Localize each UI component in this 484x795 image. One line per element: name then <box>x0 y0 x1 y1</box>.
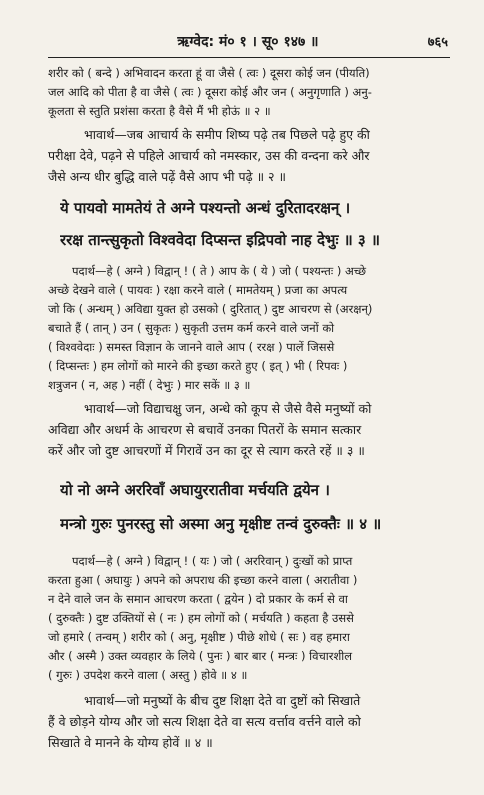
padartha-line: ( दिप्सन्तः ) हम लोगों को मारने की इच्छा करते हुए ( इत् ) भी ( रिपवः ) <box>48 359 348 373</box>
page-number: ७६५ <box>427 35 448 50</box>
bhavartha-line: हैं वे छोड़ने योग्य और जो सत्य शिक्षा देते वा सत्य वर्त्ताव वर्त्तने वाले को <box>48 714 361 729</box>
bhavartha-line: सिखाते वे मानने के योग्य होवें ॥ ४ ॥ <box>48 735 213 750</box>
padartha-line: न देने वाले जन के समान आचरण करता ( द्वयेन ) दो प्रकार के कर्म से वा <box>48 592 348 606</box>
mantra-line: ये पायवो मामतेयं ते अग्ने पश्यन्तो अन्धं दुरितादरक्षन् । <box>60 199 351 217</box>
padartha-line: ( गुरुः ) उपदेश करने वाला ( अस्तु ) होवे ॥ ४ ॥ <box>48 668 248 682</box>
mantra-line: यो नो अग्ने अररिवाँ अघायुररातीवा मर्चयति द्वयेन । <box>60 481 330 499</box>
text-line: कूलता से स्तुति प्रशंसा करता है वैसे मैं भी होऊं ॥ २ ॥ <box>48 104 271 118</box>
header-rule <box>48 57 450 58</box>
bhavartha-line: करें और जो दुष्ट आचरणों में गिरावें उन का दूर से त्याग करते रहें ॥ ३ ॥ <box>48 443 365 458</box>
mantra-line: मन्त्रो गुरुः पुनरस्तु सो अस्मा अनु मृक्षीष्ट तन्वं दुरुक्तैः ॥ ४ ॥ <box>60 515 382 533</box>
bhavartha-line: अविद्या और अधर्म के आचरण से बचावें उनका पितरों के समान सत्कार <box>48 422 362 437</box>
padartha-line: जो हमारे ( तन्वम् ) शरीर को ( अनु, मृक्षीष्ट ) पीछे शोधे ( सः ) वह हमारा <box>48 630 350 644</box>
padartha-line: पदार्थ—हे ( अग्ने ) विद्वान् ! ( ते ) आप के ( ये ) जो ( पश्यन्तः ) अच्छे <box>72 264 367 278</box>
text-line: शरीर को ( बन्दे ) अभिवादन करता हूं वा जैसे ( त्वः ) दूसरा कोई जन (पीयति) <box>48 66 370 80</box>
bhavartha-line: परीक्षा देवे, पढ़ने से पहिले आचार्य को नमस्कार, उस की वन्दना करे और <box>48 148 370 163</box>
text-line: जल आदि को पीता है वा जैसे ( त्वः ) दूसरा कोई और जन ( अनुगृणाति ) अनु- <box>48 85 372 99</box>
padartha-line: जो कि ( अन्धम् ) अविद्या युक्त हो उसको ( दुरितात् ) दुष्ट आचरण से (अरक्षन्) <box>48 302 373 316</box>
padartha-line: अच्छे देखने वाले ( पायवः ) रक्षा करने वाले ( मामतेयम् ) प्रजा का अपत्य <box>48 283 348 297</box>
padartha-line: ( विश्ववेदाः ) समस्त विज्ञान के जानने वाले आप ( ररक्ष ) पालें जिससे <box>48 340 335 354</box>
padartha-line: बचाते हैं ( तान् ) उन ( सुकृतः ) सुकृती उत्तम कर्म करने वाले जनों को <box>48 321 335 335</box>
bhavartha-line: भावार्थ—जो मनुष्यों के बीच दुष्ट शिक्षा देते वा दुष्टों को सिखाते <box>84 693 361 708</box>
bhavartha-line: जैसे अन्य धीर बुद्धि वाले पढ़ें वैसे आप भी पढ़े ॥ २ ॥ <box>48 169 287 184</box>
padartha-line: पदार्थ—हे ( अग्ने ) विद्वान् ! ( यः ) जो ( अररिवान् ) दुःखों को प्राप्त <box>72 554 353 568</box>
padartha-line: करता हुआ ( अघायुः ) अपने को अपराध की इच्छा करने वाला ( अरातीवा ) <box>48 573 358 587</box>
bhavartha-line: भावार्थ—जो विद्याचक्षु जन, अन्धे को कूप से जैसे वैसे मनुष्यों को <box>84 401 372 416</box>
bhavartha-line: भावार्थ—जब आचार्य के समीप शिष्य पढ़े तब पिछले पढ़े हुए की <box>84 127 370 142</box>
padartha-line: और ( अस्मै ) उक्त व्यवहार के लिये ( पुनः ) बार बार ( मन्त्रः ) विचारशील <box>48 649 353 663</box>
page-title: ऋग्वेद: मं० १ । सू० १४७ ॥ <box>177 34 319 50</box>
mantra-line: ररक्ष तान्त्सुकृतो विश्ववेदा दिप्सन्त इद्रिपवो नाह देभुः ॥ ३ ॥ <box>60 231 380 249</box>
page-header <box>48 30 448 52</box>
padartha-line: ( दुरुक्तैः ) दुष्ट उक्तियों से ( नः ) हम लोगों को ( मर्चयति ) कहता है उससे <box>48 611 354 625</box>
padartha-line: शत्रुजन ( न, अह ) नहीं ( देभुः ) मार सकें ॥ ३ ॥ <box>48 378 251 392</box>
